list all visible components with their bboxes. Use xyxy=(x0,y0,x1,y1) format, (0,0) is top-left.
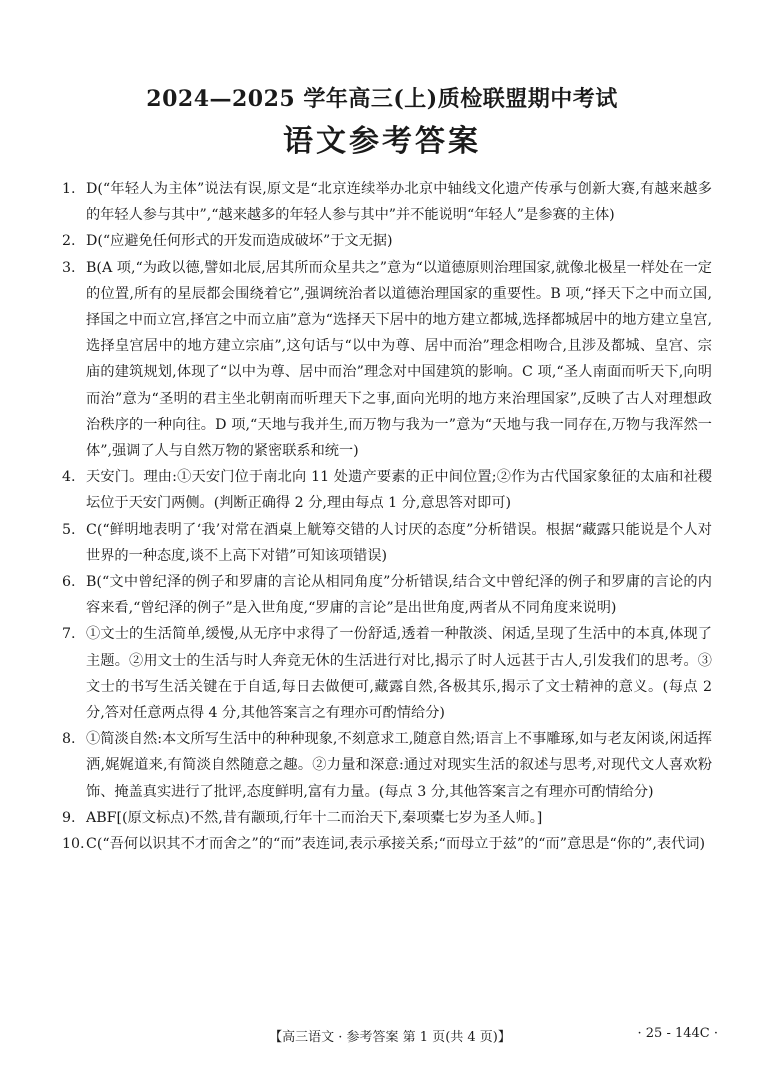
answer-text: ①文士的生活简单,缓慢,从无序中求得了一份舒适,透着一种散淡、闲适,呈现了生活中的本真,体现了主题。②用文士的生活与时人奔竞无休的生活进行对比,揭示了时人远甚于古人,引发我们的思考。③文士的书写生活关键在于自适,每日去做便可,藏露自然,各极其乐,揭示了文士精神的意义。(每点 2 分,答对任意两点得 4 分,其他答案言之有理亦可酌情给分) xyxy=(86,626,712,722)
answer-text: B(“文中曾纪泽的例子和罗庸的言论从相同角度”分析错误,结合文中曾纪泽的例子和罗庸的言论的内容来看,“曾纪泽的例子”是入世角度,“罗庸的言论”是出世角度,两者从不同角度来说明) xyxy=(86,574,712,617)
answer-text: C(“鲜明地表明了‘我’对常在酒桌上觥筹交错的人讨厌的态度”分析错误。根据“藏露只能说是个人对世界的一种态度,谈不上高下对错”可知该项错误) xyxy=(86,521,712,564)
exam-title: 2024—2025 学年高三(上)质检联盟期中考试 xyxy=(146,86,618,112)
answer-number: 8. xyxy=(62,731,76,748)
answer-text: B(A 项,“为政以德,譬如北辰,居其所而众星共之”意为“以道德原则治理国家,就像北极星一样处在一定的位置,所有的星辰都会围绕着它”,强调统治者以道德治理国家的重要性。B 项,“择天下之中而立国,择国之中而立宫,择宫之中而立庙”意为“选择天下居中的地方建立都城,选择都城居中的地方建立皇宫,选择皇宫居中的地方建立宗庙”,这句话与“以中为尊、居中而治”理念相吻合,且涉及都城、皇宫、宗庙的建筑规划,体现了“以中为尊、居中而治”理念对中国建筑的影响。C 项,“圣人南面而听天下,向明而治”意为“圣明的君主坐北朝南而听理天下之事,面向光明的地方来治理国家”,反映了古人对理想政治秩序的一种向往。D 项,“天地与我并生,而万物与我为一”意为“天地与我一同存在,万物与我浑然一体”,强调了人与自然万物的紧密联系和统一) xyxy=(86,259,712,460)
answer-number: 7. xyxy=(62,626,76,643)
page-footer xyxy=(0,1026,764,1048)
document-title: 语文参考答案 xyxy=(283,124,481,159)
answer-list xyxy=(62,176,712,857)
answer-text: 天安门。理由:①天安门位于南北向 11 处遗产要素的正中间位置;②作为古代国家象征的太庙和社稷坛位于天安门两侧。(判断正确得 2 分,理由每点 1 分,意思答对即可) xyxy=(86,469,712,512)
answer-number: 9. xyxy=(62,809,76,826)
answer-item-1 xyxy=(62,176,712,228)
answer-item-9 xyxy=(62,805,712,831)
answer-text: ABF[(原文标点)不然,昔有颛顼,行年十二而治天下,秦项橐七岁为圣人师。] xyxy=(86,809,543,826)
answer-number: 4. xyxy=(62,469,76,486)
answer-item-5 xyxy=(62,517,712,569)
answer-number: 5. xyxy=(62,521,76,538)
answer-item-4 xyxy=(62,464,712,516)
answer-number: 2. xyxy=(62,233,76,250)
footer-doc-code: · 25 - 144C · xyxy=(637,1026,718,1041)
answer-text: ①简淡自然:本文所写生活中的种种现象,不刻意求工,随意自然;语言上不事雕琢,如与老友闲谈,闲适挥洒,娓娓道来,有简淡自然随意之趣。②力量和深意:通过对现实生活的叙述与思考,对现代文人喜欢粉饰、掩盖真实进行了批评,态度鲜明,富有力量。(每点 3 分,其他答案言之有理亦可酌情给分) xyxy=(86,731,713,800)
answer-item-7 xyxy=(62,621,712,726)
answer-text: C(“吾何以识其不才而舍之”的“而”表连词,表示承接关系;“而母立于兹”的“而”意思是“你的”,表代词) xyxy=(86,836,706,853)
answer-number: 3. xyxy=(62,259,76,276)
answer-number: 1. xyxy=(62,181,76,197)
answer-item-2 xyxy=(62,228,712,254)
answer-text: D(“年轻人为主体”说法有误,原文是“北京连续举办北京中轴线文化遗产传承与创新大赛,有越来越多的年轻人参与其中”,“越来越多的年轻人参与其中”并不能说明“年轻人”是参赛的主体) xyxy=(86,181,712,224)
answer-item-8 xyxy=(62,726,712,805)
answer-number: 10. xyxy=(62,836,85,853)
answer-text: D(“应避免任何形式的开发而造成破坏”于文无据) xyxy=(86,233,393,250)
answer-number: 6. xyxy=(62,574,76,591)
footer-page-info: 【高三语文 · 参考答案 第 1 页(共 4 页)】 xyxy=(269,1030,511,1045)
answer-item-10 xyxy=(62,831,712,857)
answer-item-6 xyxy=(62,569,712,621)
answer-item-3 xyxy=(62,255,712,465)
